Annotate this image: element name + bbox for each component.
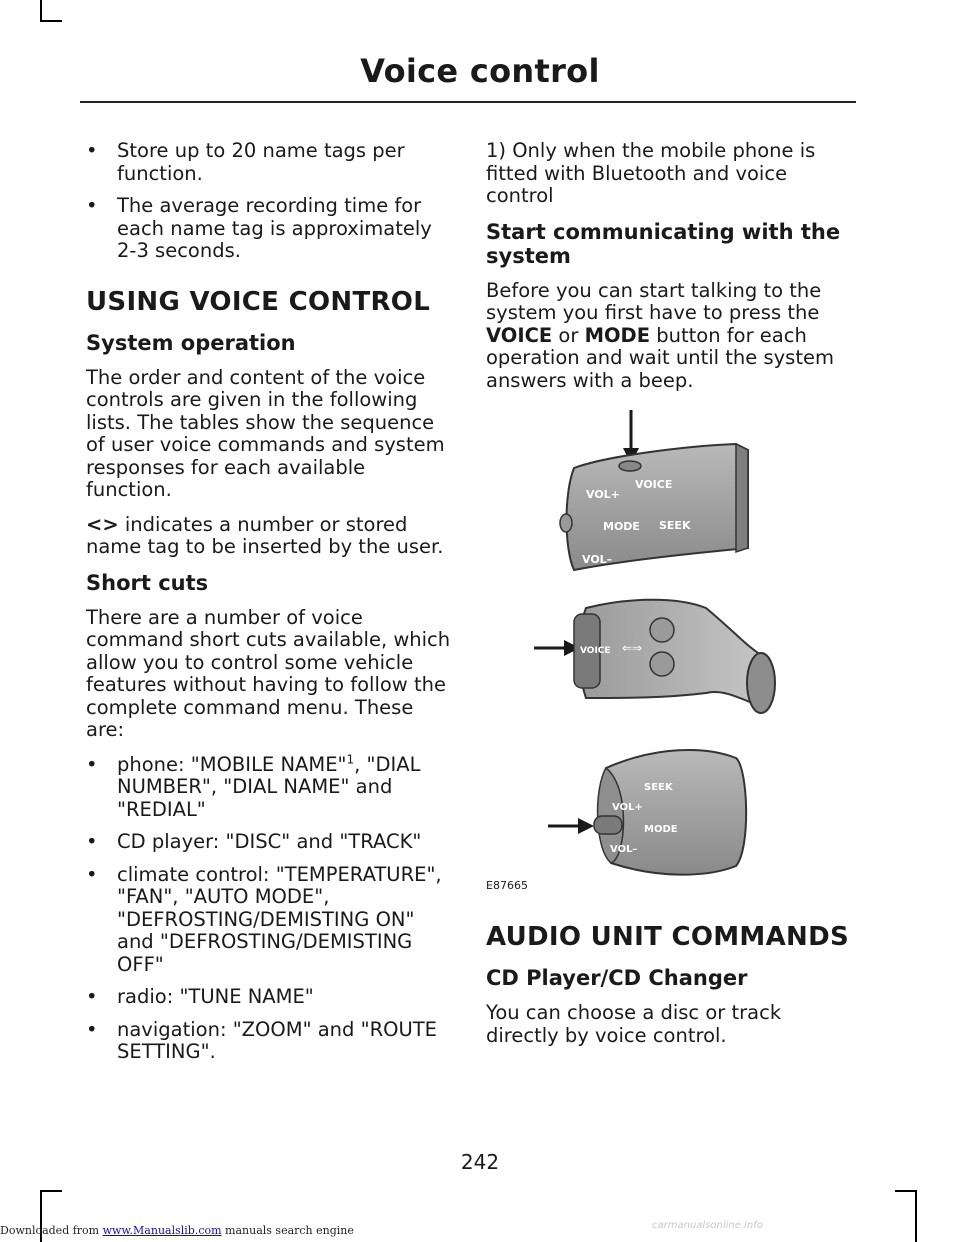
page-number: 242 [460, 1150, 500, 1174]
pod-volp-label: VOL+ [586, 488, 620, 501]
manualslib-link[interactable]: www.Manualslib.com [102, 1224, 222, 1237]
footnote-marker: 1 [346, 752, 355, 766]
feature-list [86, 140, 451, 263]
phone-shortcut-a: phone: "MOBILE NAME" [117, 752, 347, 776]
section-heading-audio: AUDIO UNIT COMMANDS [486, 922, 849, 952]
download-footer [0, 1224, 354, 1237]
remote-seek-label: SEEK [644, 782, 673, 793]
start-text-or: or [552, 323, 585, 347]
crop-mark [895, 1190, 917, 1192]
remote-volm-label: VOL– [610, 844, 638, 855]
crop-mark [915, 1190, 917, 1242]
mode-keyword: MODE [584, 323, 651, 347]
subheading-short-cuts: Short cuts [86, 570, 209, 595]
list-item: • radio: "TUNE NAME" [86, 986, 451, 1009]
start-text-a: Before you can start talking to the system you first have to press the [486, 278, 822, 324]
indicator-text: indicates a number or stored name tag to be inserted by the user. [86, 512, 444, 558]
controls-drawing [486, 408, 856, 892]
list-item: • CD player: "DISC" and "TRACK" [86, 831, 451, 854]
footer-prefix: Downloaded from [0, 1224, 103, 1237]
pod-seek-label: SEEK [659, 519, 691, 532]
section-heading: USING VOICE CONTROL [86, 286, 431, 317]
list-item: • The average recording time for each name tag is approximately 2-3 seconds. [86, 195, 451, 263]
list-item: • Store up to 20 name tags per function. [86, 140, 451, 185]
system-operation-paragraph: The order and content of the voice controls are given in the following lists. The tables show the sequence of user voice commands and system responses for each available function. [86, 365, 445, 501]
start-paragraph [486, 280, 856, 393]
list-item: • climate control: "TEMPERATURE", "FAN", "AUTO MODE", "DEFROSTING/DEMISTING ON" and "DEFROSTING/DEMISTING OFF" [86, 864, 451, 977]
list-item: • navigation: "ZOOM" and "ROUTE SETTING". [86, 1019, 451, 1064]
list-item [86, 754, 451, 822]
footnote: 1) Only when the mobile phone is fitted with Bluetooth and voice control [486, 139, 816, 207]
indicator-paragraph [86, 514, 451, 559]
audio-remote-control [548, 750, 746, 875]
right-column [486, 140, 856, 404]
shortcut-list [86, 754, 451, 1064]
phone-shortcut-b: , "DIAL NUMBER", "DIAL NAME" and "REDIAL" [117, 752, 421, 821]
crop-mark [40, 1190, 62, 1192]
pod-mode-label: MODE [603, 520, 640, 533]
title-rule [80, 101, 856, 103]
figure-code: E87665 [486, 879, 528, 892]
pod-voice-label: VOICE [635, 478, 673, 491]
page-title: Voice control [360, 52, 600, 90]
crop-mark [40, 20, 62, 22]
subheading-cd-player: CD Player/CD Changer [486, 966, 748, 990]
subheading-start-communicating: Start communicating with the system [486, 219, 841, 268]
cd-paragraph: You can choose a disc or track directly by voice control. [486, 1001, 782, 1047]
indicator-symbol: <> [86, 512, 119, 536]
arrows-icon: ⇐⇒ [622, 641, 643, 655]
left-column [86, 140, 451, 1074]
watermark: carmanualsonline.info [652, 1220, 763, 1231]
pod-volm-label: VOL– [582, 553, 613, 566]
remote-volp-label: VOL+ [612, 802, 643, 813]
voice-keyword: VOICE [486, 323, 553, 347]
remote-mode-label: MODE [644, 824, 678, 835]
stalk-control [534, 600, 775, 713]
footer-suffix: manuals search engine [221, 1224, 354, 1237]
stalk-voice-label: VOICE [580, 646, 611, 656]
start-text-b: button for each operation and wait until the system answers with a beep. [486, 323, 834, 392]
subheading-system-operation: System operation [86, 330, 296, 355]
shortcuts-paragraph: There are a number of voice command short cuts available, which allow you to control some vehicle features without having to follow the complete command menu. These are: [86, 605, 451, 741]
crop-mark [40, 0, 42, 22]
controls-illustration [486, 408, 856, 892]
right-column-lower [486, 922, 856, 1059]
steering-control-pod [560, 410, 748, 570]
